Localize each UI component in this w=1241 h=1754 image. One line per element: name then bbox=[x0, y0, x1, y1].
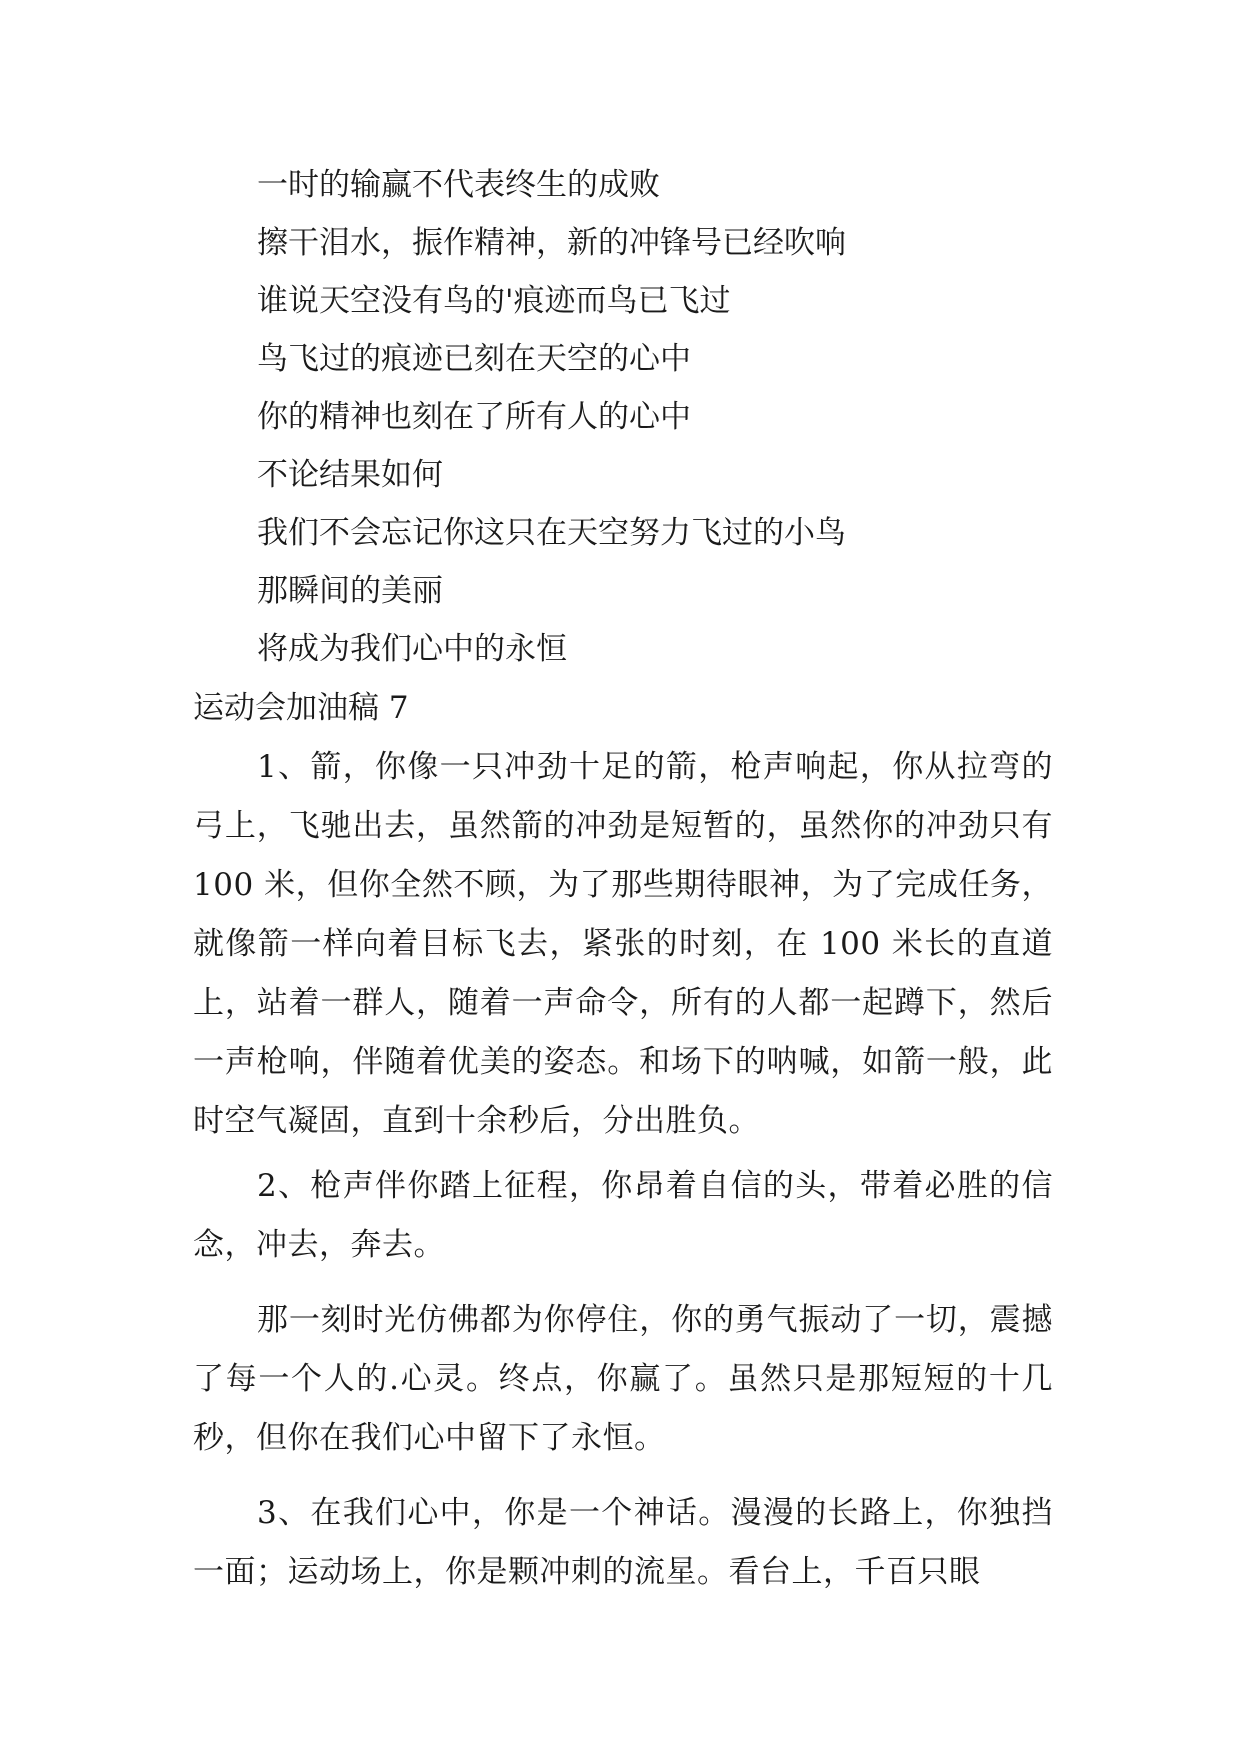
poem-line: 不论结果如何 bbox=[257, 457, 443, 493]
paragraph-3: 那一刻时光仿佛都为你停住，你的勇气振动了一切，震撼了每一个人的.心灵。终点，你赢了。虽然只是那短短的十几秒，但你在我们心中留下了永恒。 bbox=[193, 1302, 1053, 1456]
section-title: 运动会加油稿 7 bbox=[193, 690, 409, 726]
poem-line: 那瞬间的美丽 bbox=[257, 573, 443, 609]
poem-line: 擦干泪水，振作精神，新的冲锋号已经吹响 bbox=[257, 225, 846, 261]
document-body bbox=[193, 156, 1053, 1602]
paragraph-1: 1、箭，你像一只冲劲十足的箭，枪声响起，你从拉弯的弓上，飞驰出去，虽然箭的冲劲是短暂的，虽然你的冲劲只有 100 米，但你全然不顾，为了那些期待眼神，为了完成任务，就像箭一样向着目标飞去，紧张的时刻，在 100 米长的直道上，站着一群人，随着一声命令，所有的人都一起蹲下，然后一声枪响，伴随着优美的姿态。和场下的呐喊，如箭一般，此时空气凝固，直到十余秒后，分出胜负。 bbox=[193, 749, 1053, 1139]
poem-line: 一时的输赢不代表终生的成败 bbox=[257, 167, 660, 203]
poem-line: 我们不会忘记你这只在天空努力飞过的小鸟 bbox=[257, 515, 846, 551]
poem-line: 谁说天空没有鸟的'痕迹而鸟已飞过 bbox=[257, 283, 731, 319]
poem-line: 鸟飞过的痕迹已刻在天空的心中 bbox=[257, 341, 691, 377]
poem-line: 将成为我们心中的永恒 bbox=[257, 631, 567, 667]
poem-line: 你的精神也刻在了所有人的心中 bbox=[257, 399, 691, 435]
paragraph-4: 3、在我们心中，你是一个神话。漫漫的长路上，你独挡一面；运动场上，你是颗冲刺的流星。看台上，千百只眼 bbox=[193, 1495, 1053, 1590]
paragraph-2: 2、枪声伴你踏上征程，你昂着自信的头，带着必胜的信念，冲去，奔去。 bbox=[193, 1168, 1053, 1263]
